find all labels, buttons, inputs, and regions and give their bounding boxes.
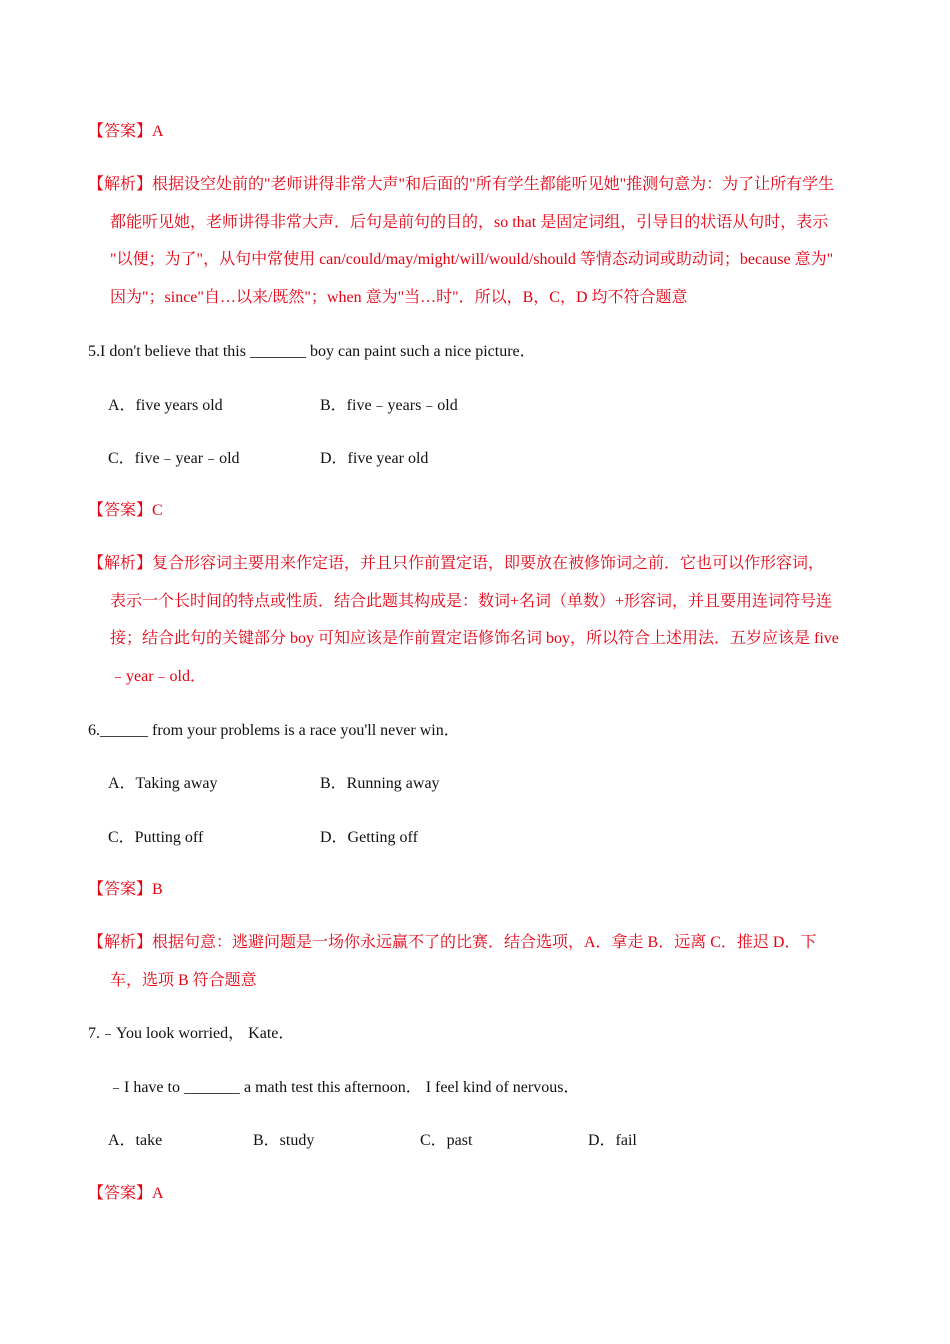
q5-stem: 5.I don't believe that this _______ boy can paint such a nice picture．	[88, 343, 536, 360]
q5-option-d: D．five year old	[320, 450, 429, 467]
q6-option-b: B．Running away	[320, 775, 440, 792]
q5-option-a: A．five years old	[108, 397, 223, 414]
q5-option-c: C．five﹣year﹣old	[108, 450, 240, 467]
q7-option-d: D．fail	[588, 1132, 637, 1149]
q5-analysis-line-4: ﹣year﹣old．	[110, 667, 206, 685]
q6-answer: 【答案】B	[88, 881, 163, 898]
q5-analysis-line-3: 接；结合此句的关键部分 boy 可知应该是作前置定语修饰名词 boy，所以符合上述用法．五岁应该是 five	[110, 630, 839, 647]
q5-analysis-line-1: 【解析】复合形容词主要用来作定语，并且只作前置定语，即要放在被修饰词之前．它也可以作形容词，	[88, 555, 825, 572]
q4-analysis-line-1: 【解析】根据设空处前的"老师讲得非常大声"和后面的"所有学生都能听见她"推测句意为：为了让所有学生	[88, 176, 835, 193]
q7-answer: 【答案】A	[88, 1185, 164, 1202]
q4-analysis-line-2: 都能听见她，老师讲得非常大声．后句是前句的目的，so that 是固定词组，引导目的状语从句时，表示	[110, 213, 829, 231]
q5-option-b: B．five﹣years﹣old	[320, 397, 458, 414]
q4-analysis	[88, 166, 868, 316]
q5-analysis-line-2: 表示一个长时间的特点或性质．结合此题其构成是：数词+名词（单数）+形容词，并且要用连词符号连	[110, 592, 833, 610]
q7-stem-line-1: 7.﹣You look worried， Kate．	[88, 1025, 295, 1042]
q7-stem-line-2: ﹣I have to _______ a math test this afternoon． I feel kind of nervous．	[108, 1079, 580, 1096]
q7-option-c: C．past	[420, 1132, 473, 1149]
q4-analysis-line-3: "以便；为了"，从句中常使用 can/could/may/might/will/would/should 等情态动词或助动词；because 意为"	[110, 251, 834, 268]
q6-analysis-line-2: 车，选项 B 符合题意	[110, 971, 257, 989]
q6-option-d: D．Getting off	[320, 829, 418, 846]
q7-option-a: A．take	[108, 1132, 163, 1149]
q7-option-b: B．study	[253, 1132, 315, 1149]
q6-option-a: A．Taking away	[108, 775, 218, 792]
q6-analysis	[88, 924, 868, 999]
q4-analysis-line-4: 因为"；since"自…以来/既然"；when 意为"当…时"．所以，B，C，D 均不符合题意	[110, 288, 688, 306]
q6-analysis-line-1: 【解析】根据句意：逃避问题是一场你永远赢不了的比赛．结合选项，A．拿走 B．远离 C．推迟 D．下	[88, 934, 817, 951]
q5-analysis	[88, 545, 868, 695]
q6-option-c: C．Putting off	[108, 829, 204, 846]
q5-answer: 【答案】C	[88, 502, 163, 519]
q4-answer: 【答案】A	[88, 123, 164, 140]
q6-stem: 6.______ from your problems is a race you'll never win．	[88, 722, 460, 739]
